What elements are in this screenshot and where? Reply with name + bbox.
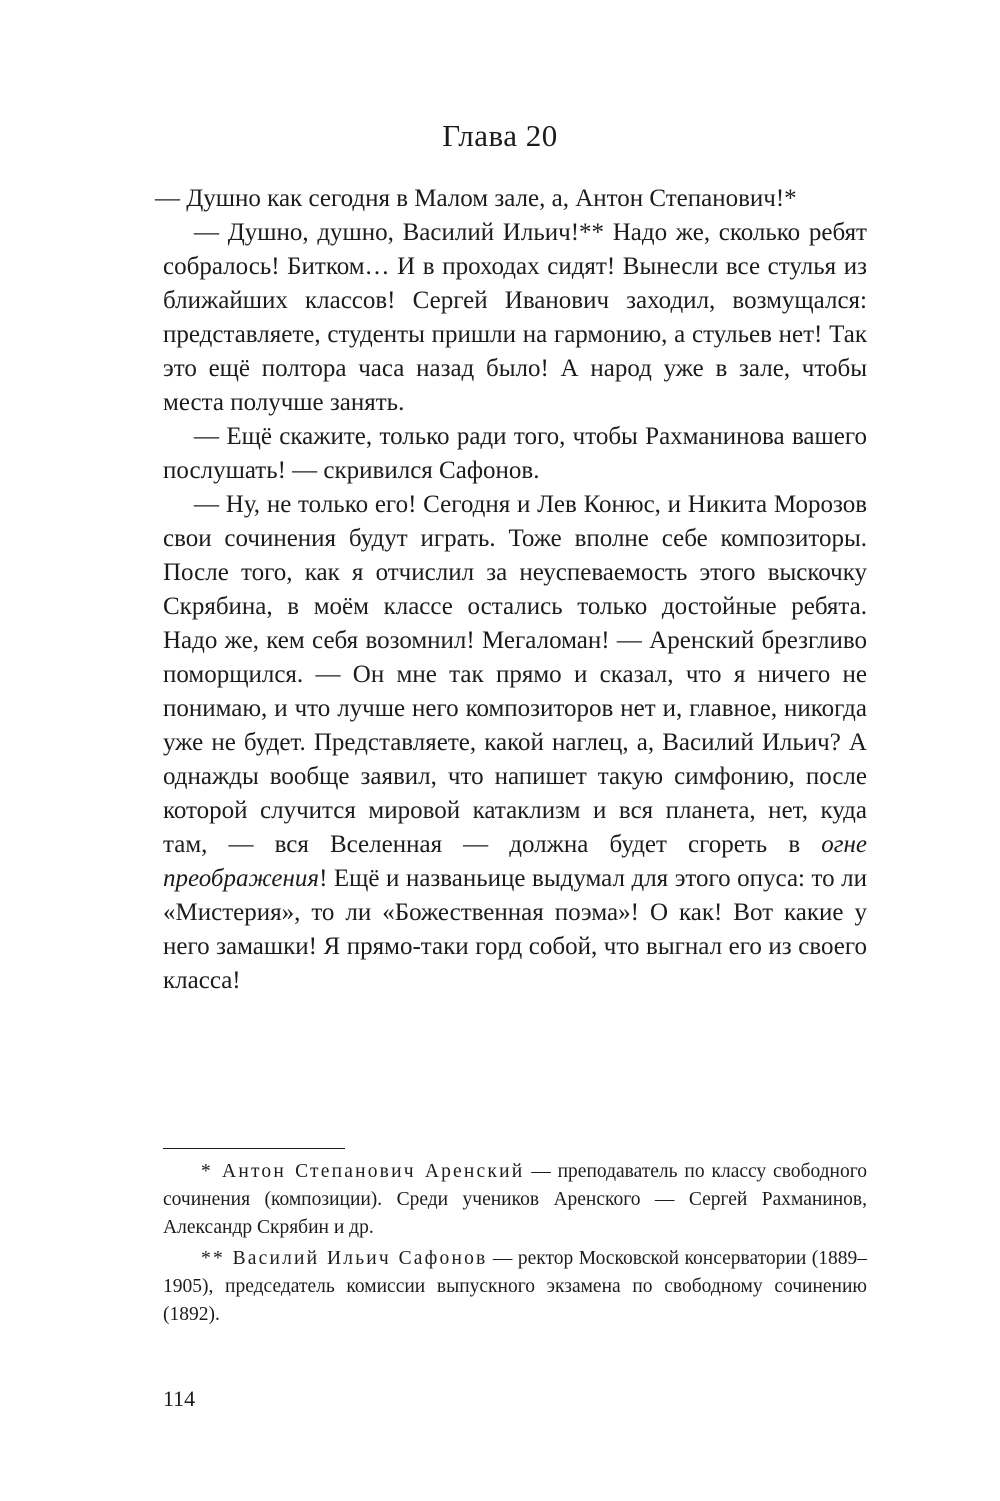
- footnote-1-text: — преподаватель по классу свободного сочинения (композиции). Среди учеников Аренского — Сергей Рахманинов, Александр Скрябин и др.: [163, 1161, 867, 1238]
- paragraph-4-text-start: — Ну, не только его! Сегодня и Лев Конюс, и Никита Морозов свои сочинения будут играть. Тоже вполне себе композиторы. После того, как я отчислил за неуспеваемость этого выскочку Скрябина, в моём классе остались только достойные ребята. Надо же, кем себя возомнил! Мегаломан! — Аренский брезгливо поморщился. — Он мне так прямо и сказал, что я ничего не понимаю, и что лучше него композиторов нет и, главное, никогда уже не будет. Представляете, какой наглец, а, Василий Ильич? А однажды вообще заявил, что напишет такую симфонию, после которой случится мировой катаклизм и вся планета, нет, куда там, — вся Вселенная — должна будет сгореть в: [163, 491, 867, 858]
- main-text: [155, 182, 867, 998]
- footnote-2: [163, 1245, 867, 1329]
- paragraph-2: [163, 216, 867, 420]
- page-number: 114: [163, 1386, 196, 1411]
- footnotes: [163, 1158, 867, 1332]
- footnote-1: [163, 1158, 867, 1242]
- paragraph-2-text: — Душно, душно, Василий Ильич!** Надо же, сколько ребят собралось! Битком… И в проходах сидят! Вынесли все стулья из ближайших классов! Сергей Иванович заходил, возмущался: представляете, студенты пришли на гармонию, а стульев нет! Так это ещё полтора часа назад было! А народ уже в зале, чтобы места получше занять.: [163, 219, 867, 416]
- footnote-2-text: — ректор Московской консерватории (1889–1905), председатель комиссии выпускного экзамена по свободному сочинению (1892).: [163, 1248, 867, 1325]
- chapter-title: Глава 20: [442, 118, 558, 153]
- paragraph-4-text-end: ! Ещё и названьице выдумал для этого опуса: то ли «Мистерия», то ли «Божественная поэма»! О как! Вот какие у него замашки! Я прямо-таки горд собой, что выгнал его из своего класса!: [163, 865, 867, 994]
- paragraph-4: [163, 488, 867, 998]
- paragraph-3: [163, 420, 867, 488]
- paragraph-1: [155, 182, 867, 216]
- italic-phrase: огне преображения: [163, 831, 867, 892]
- paragraph-1-text: — Душно как сегодня в Малом зале, а, Антон Степанович!*: [155, 185, 797, 212]
- footnote-divider: [163, 1148, 345, 1149]
- footnote-1-name: * Антон Степанович Аренский: [201, 1161, 525, 1182]
- footnote-2-name: ** Василий Ильич Сафонов: [201, 1248, 488, 1269]
- paragraph-3-text: — Ещё скажите, только ради того, чтобы Рахманинова вашего послушать! — скривился Сафонов.: [163, 423, 867, 484]
